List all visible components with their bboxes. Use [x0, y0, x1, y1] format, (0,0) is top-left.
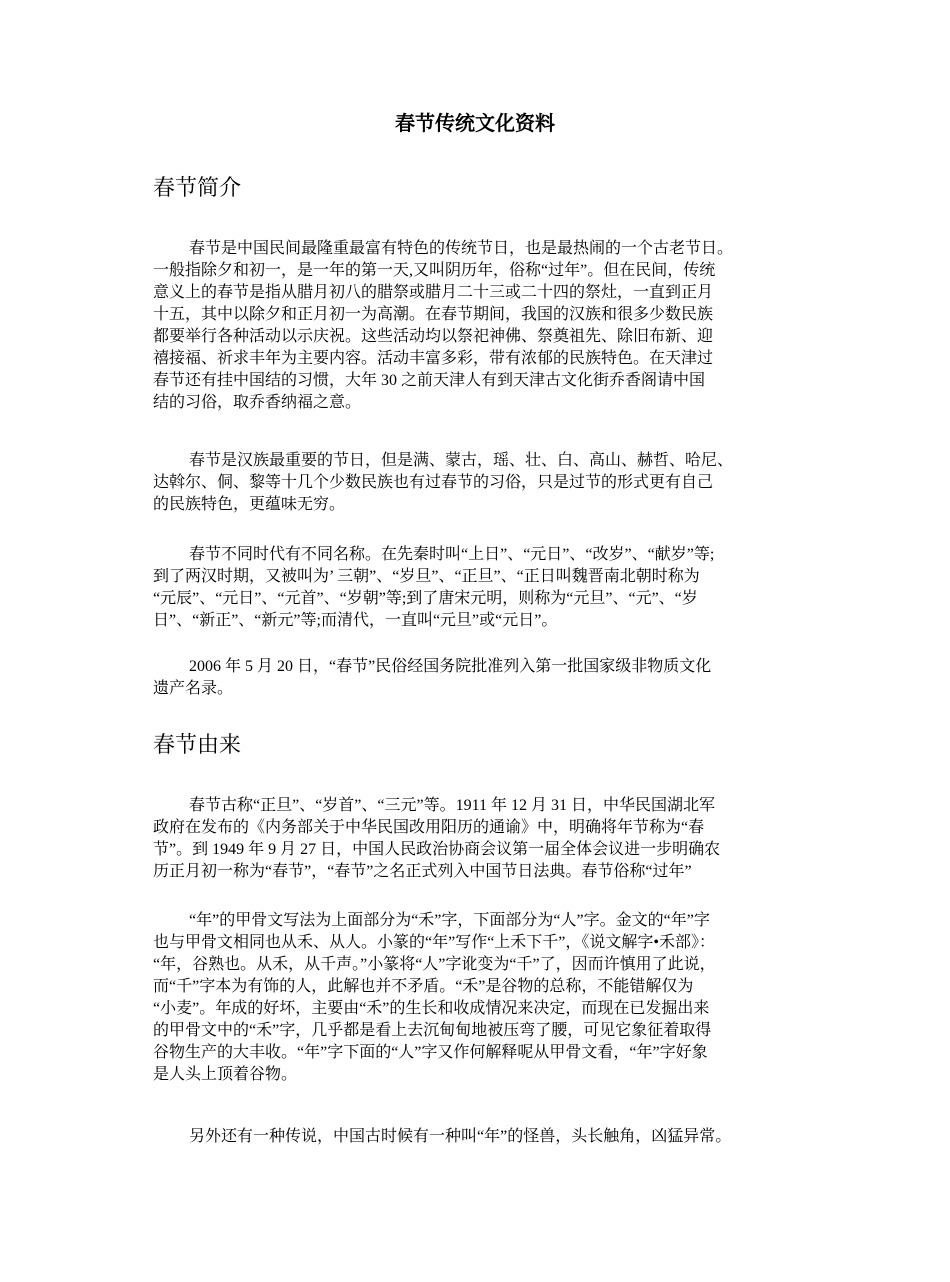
text-line: 的甲骨文中的“禾”字，几乎都是看上去沉甸甸地被压弯了腰，可见它象征着取得	[153, 1022, 712, 1039]
text-line: 是人头上顶着谷物。	[153, 1066, 298, 1083]
text-line: 禧接福、祈求丰年为主要内容。活动丰富多彩，带有浓郁的民族特色。在天津过	[153, 350, 714, 367]
text-line: 都要举行各种活动以示庆祝。这些活动均以祭祀神佛、祭奠祖先、除旧布新、迎	[153, 328, 714, 345]
text-line: “年，谷熟也。从禾，从千声。”小篆将“人”字讹变为“千”了，因而许慎用了此说，	[153, 956, 716, 973]
document-title: 春节传统文化资料	[395, 113, 555, 135]
text-line: 一般指除夕和初一，是一年的第一天,又叫阴历年，俗称“过年”。但在民间，传统	[153, 262, 716, 279]
paragraph-origin-2	[153, 910, 813, 1086]
text-line: “年”的甲骨文写法为上面部分为“禾”字，下面部分为“人”字。金文的“年”字	[189, 912, 710, 929]
text-line: 春节不同时代有不同名称。在先秦时叫“上日”、“元日”、“改岁”、“献岁”等;	[189, 546, 715, 563]
text-line: 结的习俗，取乔香纳福之意。	[153, 394, 362, 411]
text-line: 十五，其中以除夕和正月初一为高潮。在春节期间，我国的汉族和很多少数民族	[153, 306, 714, 323]
text-line: 到了两汉时期，又被叫为’ 三朝”、“岁旦”、“正旦”、“正日叫魏晋南北朝时称为	[153, 568, 700, 585]
text-line: “元辰”、“元日”、“元首”、“岁朝”等;到了唐宋元明，则称为“元旦”、“元”、“岁	[153, 590, 698, 607]
paragraph-intro-2	[153, 450, 813, 516]
paragraph-intro-4	[153, 656, 813, 700]
paragraph-intro-1	[153, 238, 813, 414]
text-line: 春节还有挂中国结的习惯，大年 30 之前天津人有到天津古文化街乔香阁请中国	[153, 372, 706, 389]
text-line: 政府在发布的《内务部关于中华民国改用阳历的通谕》中，明确将年节称为“春	[153, 819, 705, 836]
paragraph-origin-1	[153, 795, 813, 883]
text-line: 遗产名录。	[153, 680, 234, 697]
text-line: 2006 年 5 月 20 日，“春节”民俗经国务院批准列入第一批国家级非物质文化	[189, 658, 712, 675]
text-line: 另外还有一种传说，中国古时候有一种叫“年”的怪兽，头长触角，凶猛异常。	[189, 1128, 732, 1145]
text-line: 春节古称“正旦”、“岁首”、“三元”等。1911 年 12 月 31 日，中华民国湖北军	[189, 797, 716, 814]
paragraph-origin-3	[153, 1126, 813, 1148]
section-heading-intro: 春节简介	[153, 175, 242, 200]
paragraph-intro-3	[153, 544, 813, 632]
text-line: 意义上的春节是指从腊月初八的腊祭或腊月二十三或二十四的祭灶，一直到正月	[153, 284, 714, 301]
text-line: 日”、“新正”、“新元”等;而清代，一直叫“元旦”或“元日”。	[153, 612, 558, 629]
text-line: 达斡尔、侗、黎等十几个少数民族也有过春节的习俗，只是过节的形式更有自己	[153, 474, 714, 491]
text-line: 春节是汉族最重要的节日，但是满、蒙古，瑶、壮、白、高山、赫哲、哈尼、	[189, 452, 734, 469]
text-line: 节”。到 1949 年 9 月 27 日，中国人民政治协商会议第一届全体会议进一步明确农	[153, 841, 721, 858]
text-line: 历正月初一称为“春节”，“春节”之名正式列入中国节日法典。春节俗称“过年”	[153, 863, 692, 880]
text-line: 谷物生产的大丰收。“年”字下面的“人”字又作何解释呢从甲骨文看，“年”字好象	[153, 1044, 708, 1061]
text-line: 的民族特色，更蕴味无穷。	[153, 496, 346, 513]
section-heading-origin: 春节由来	[153, 732, 242, 757]
text-line: “小麦”。年成的好坏，主要由“禾”的生长和收成情况来决定，而现在已发掘出来	[153, 1000, 710, 1017]
text-line: 春节是中国民间最隆重最富有特色的传统节日，也是最热闹的一个古老节日。	[189, 240, 734, 257]
text-line: 而“千”字本为有饰的人，此解也并不矛盾。“禾”是谷物的总称，不能错解仅为	[153, 978, 694, 995]
text-line: 也与甲骨文相同也从禾、从人。小篆的“年”写作“上禾下千”，《说文解字•禾部》：	[153, 934, 716, 951]
